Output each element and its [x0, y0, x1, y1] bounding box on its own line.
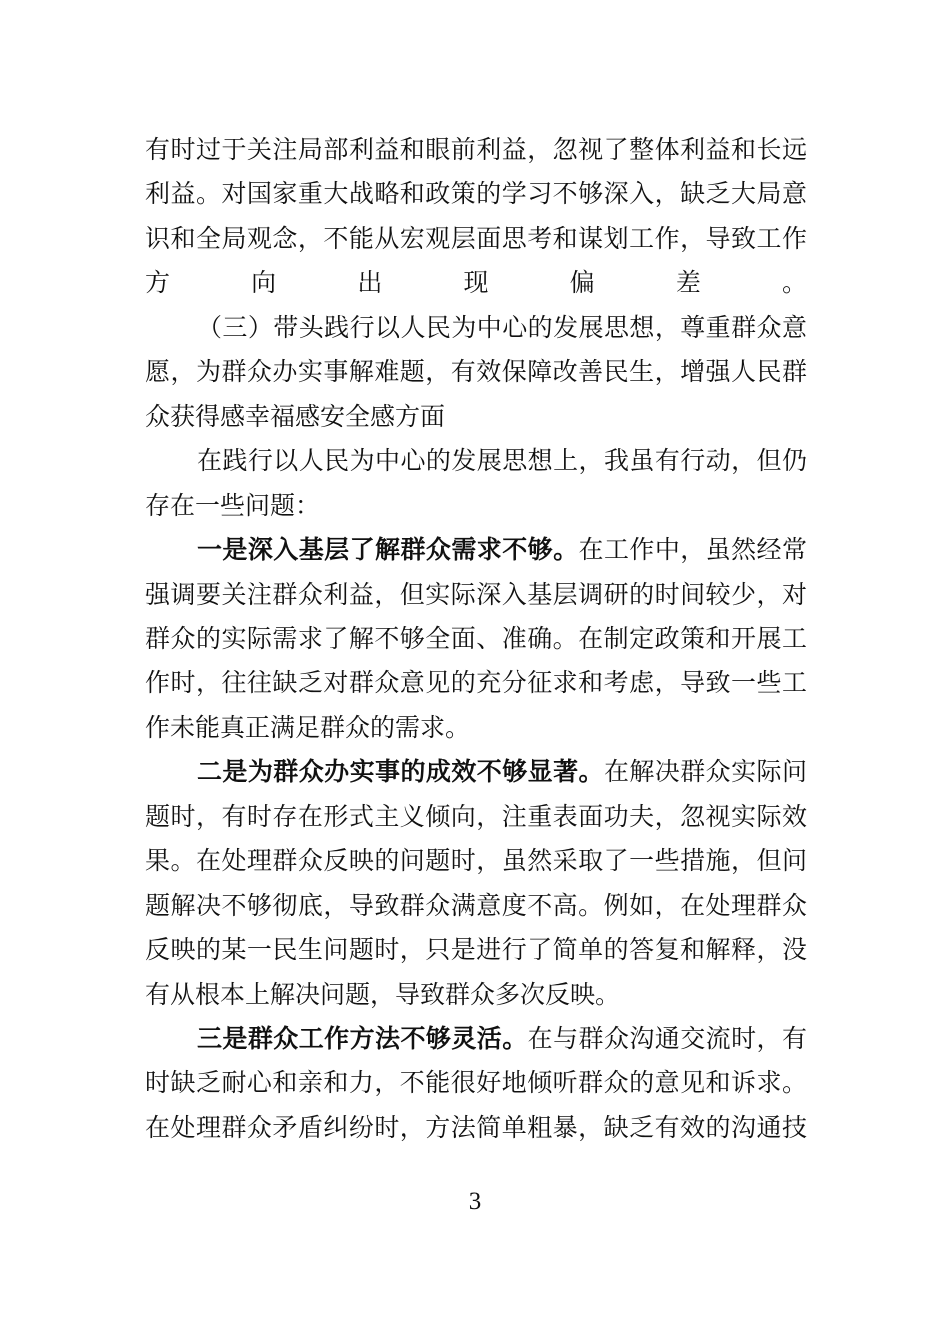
line-text: （三）带头践行以人民为中心的发展思想，尊重群众意 — [197, 312, 807, 342]
bold-lead: 三是群众工作方法不够灵活。 — [197, 1024, 528, 1053]
text-line: 识和全局观念，不能从宏观层面思考和谋划工作，导致工作 — [145, 223, 807, 253]
text-line: 题时，有时存在形式主义倾向，注重表面功夫，忽视实际效 — [145, 801, 807, 831]
line-text: 在工作中，虽然经常 — [578, 535, 807, 565]
text-line: 作未能真正满足群众的需求。 — [145, 712, 471, 742]
text-line: 群众的实际需求了解不够全面、准确。在制定政策和开展工 — [145, 623, 807, 653]
line-text: 在解决群众实际问 — [603, 757, 807, 787]
line-text: 有时过于关注局部利益和眼前利益，忽视了整体利益和长远 — [145, 135, 807, 164]
page-number: 3 — [468, 1188, 482, 1215]
text-line: 众获得感幸福感安全感方面 — [145, 401, 446, 431]
text-line — [197, 1017, 807, 1061]
text-line: 题解决不够彻底，导致群众满意度不高。例如，在处理群众 — [145, 890, 807, 920]
line-text: 在与群众沟通交流时，有 — [527, 1024, 807, 1053]
text-line: 强调要关注群众利益，但实际深入基层调研的时间较少，对 — [145, 579, 807, 609]
text-line — [197, 439, 807, 483]
bold-lead: 一是深入基层了解群众需求不够。 — [197, 535, 579, 565]
text-line — [197, 306, 807, 350]
text-line: 作时，往往缺乏对群众意见的充分征求和考虑，导致一些工 — [145, 668, 807, 698]
bold-lead: 二是为群众办实事的成效不够显著。 — [197, 757, 604, 787]
line-text: 在践行以人民为中心的发展思想上，我虽有行动，但仍 — [197, 446, 807, 476]
text-line: 有从根本上解决问题，导致群众多次反映。 — [145, 979, 621, 1009]
text-line: 果。在处理群众反映的问题时，虽然采取了一些措施，但问 — [145, 846, 807, 876]
text-line: 方向出现偏差。 — [145, 268, 807, 298]
text-line: 时缺乏耐心和亲和力，不能很好地倾听群众的意见和诉求。 — [145, 1068, 807, 1098]
text-line — [145, 128, 807, 172]
text-line: 存在一些问题： — [145, 490, 321, 520]
text-line: 反映的某一民生问题时，只是进行了简单的答复和解释，没 — [145, 935, 807, 965]
text-line: 利益。对国家重大战略和政策的学习不够深入，缺乏大局意 — [145, 179, 807, 209]
text-line: 愿，为群众办实事解难题，有效保障改善民生，增强人民群 — [145, 357, 807, 387]
text-line — [197, 528, 807, 572]
text-line: 在处理群众矛盾纠纷时，方法简单粗暴，缺乏有效的沟通技 — [145, 1112, 807, 1142]
text-line — [197, 750, 807, 794]
